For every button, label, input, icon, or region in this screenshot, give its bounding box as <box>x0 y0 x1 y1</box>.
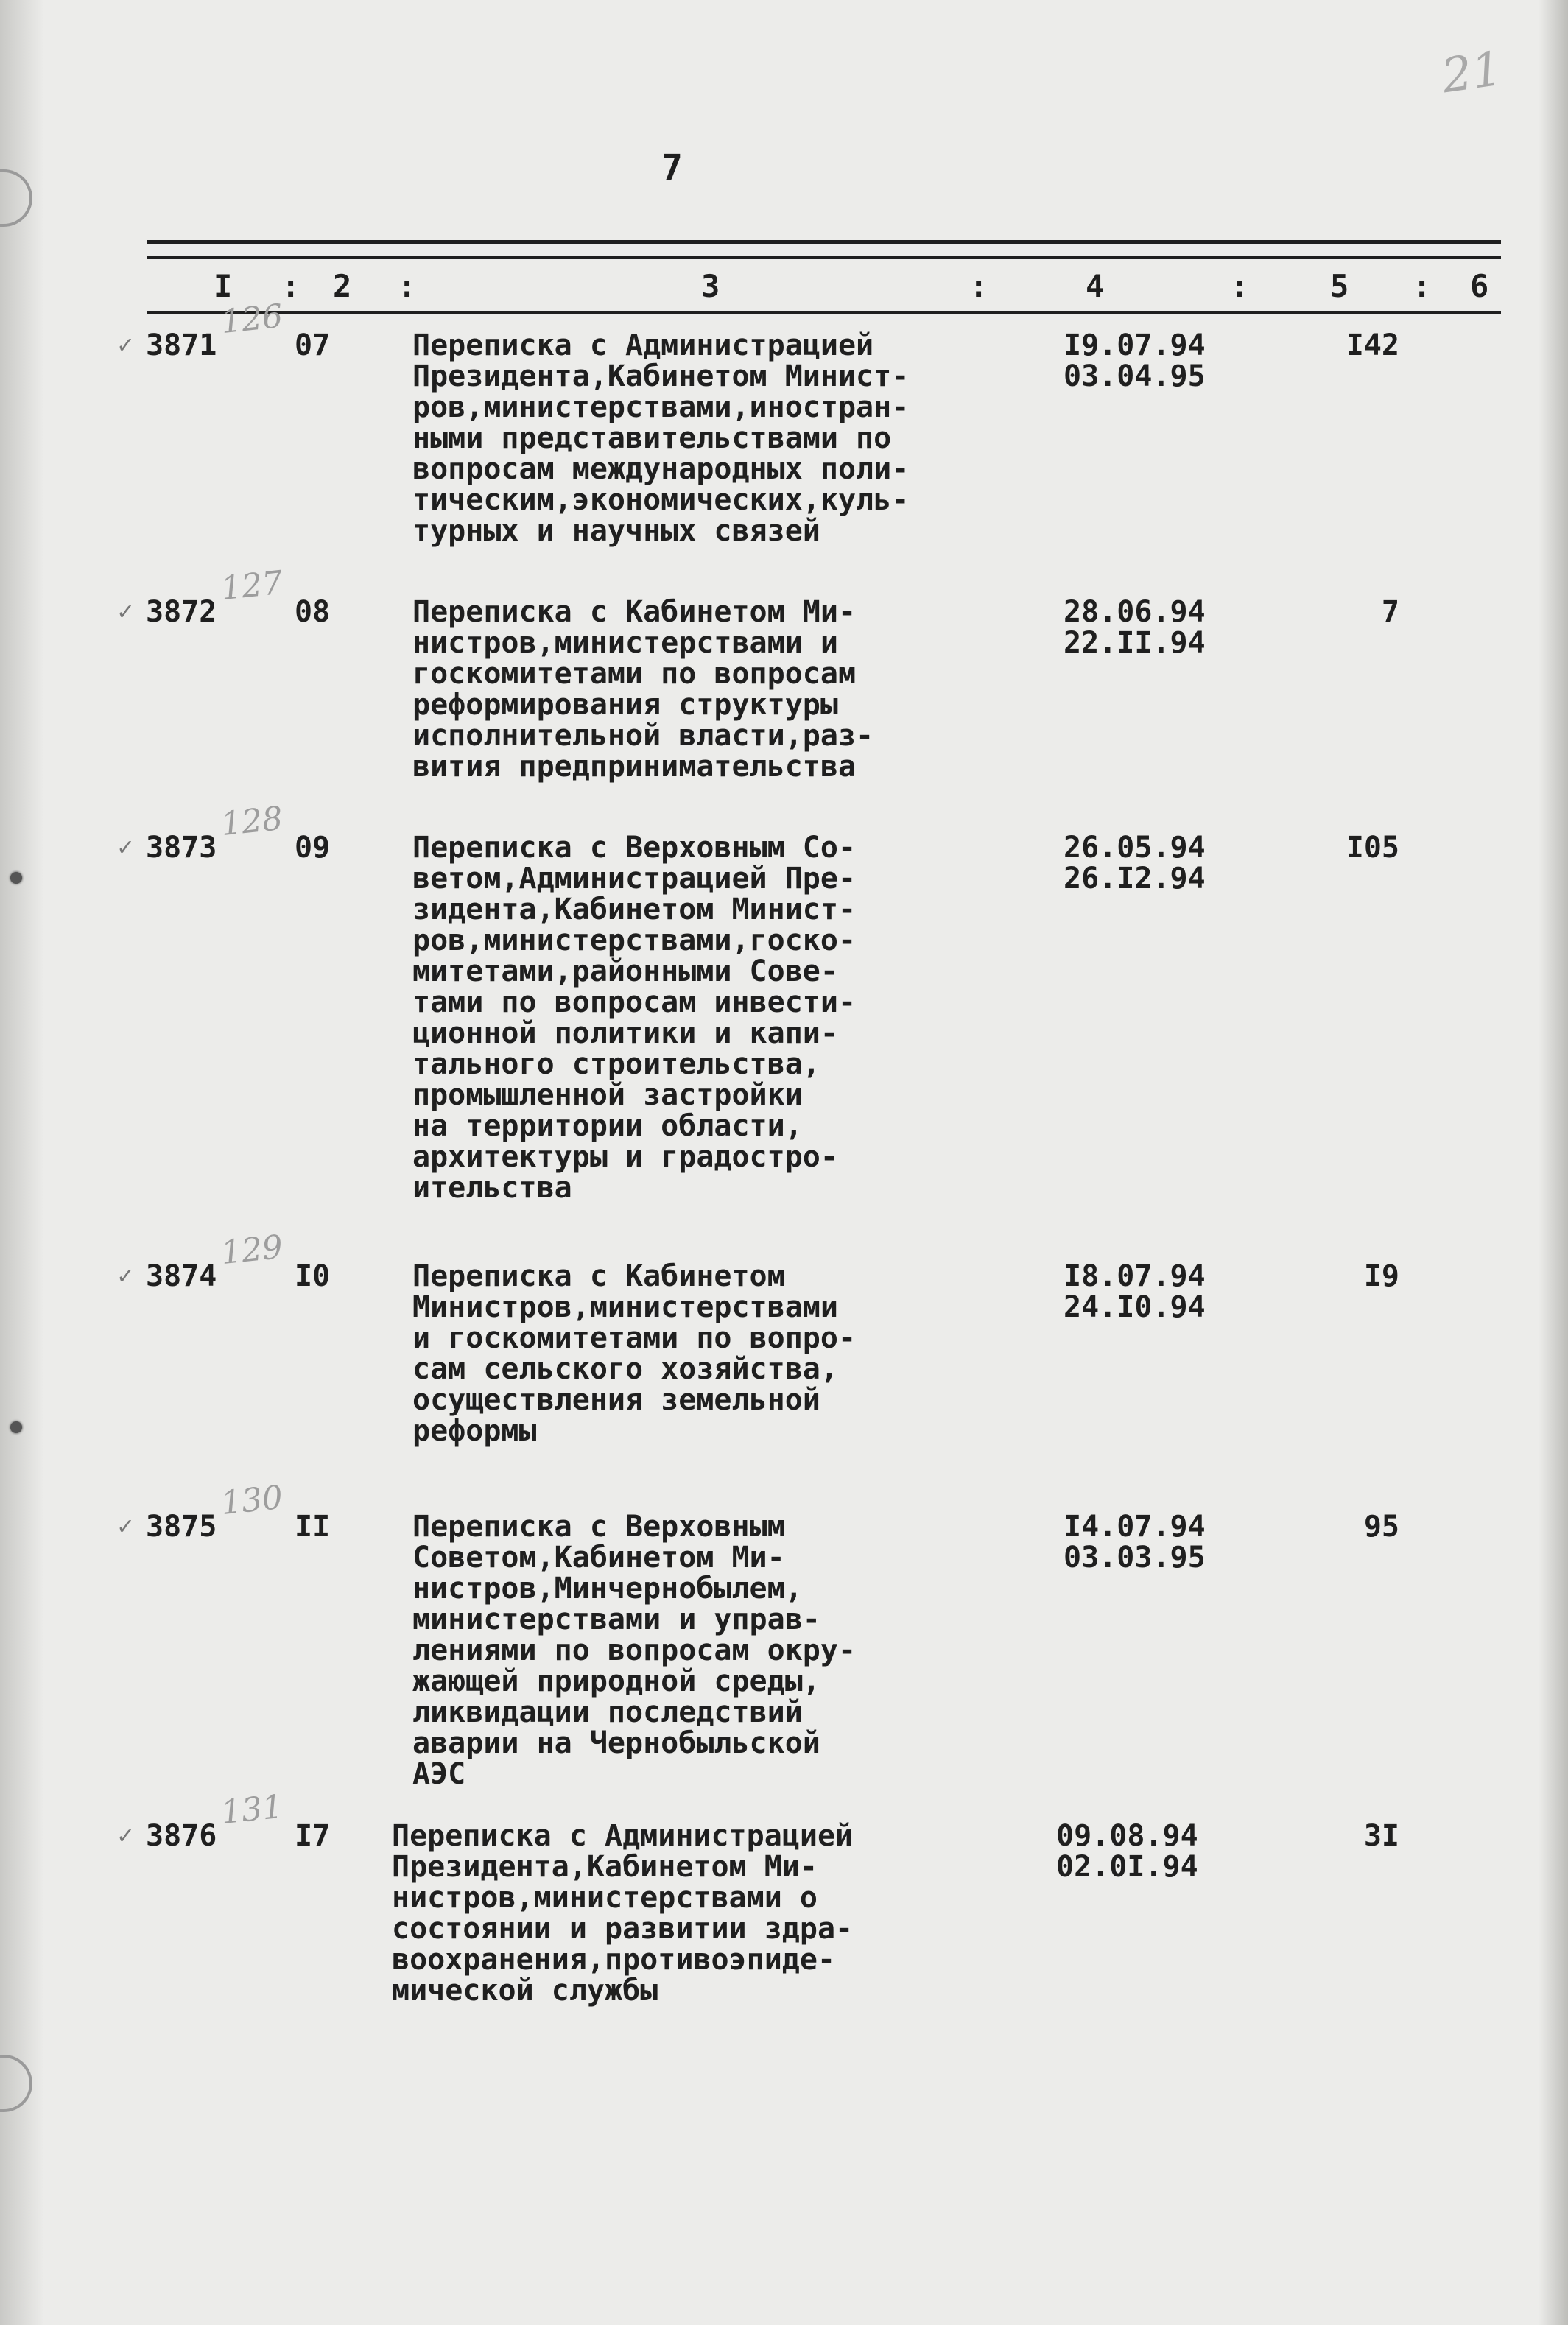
title-line: госкомитетами по вопросам <box>412 657 857 691</box>
date-start: I8.07.94 <box>1064 1259 1206 1293</box>
check-mark-icon: ✓ <box>118 832 133 862</box>
item-title <box>412 330 909 546</box>
sheet-count: 95 <box>1363 1510 1399 1544</box>
title-line: архитектуры и градостро- <box>412 1140 838 1174</box>
title-line: ными представительствами по <box>412 421 892 455</box>
title-line: турных и научных связей <box>412 514 820 548</box>
title-line: Переписка с Кабинетом <box>412 1259 785 1293</box>
column-header-5: 5 <box>1330 268 1349 304</box>
item-title <box>412 1261 856 1446</box>
title-line: АЭС <box>412 1757 466 1791</box>
title-line: Переписка с Администрацией <box>412 328 874 362</box>
check-mark-icon: ✓ <box>118 1821 133 1850</box>
item-number: 3874 <box>146 1259 217 1293</box>
punch-hole <box>10 1421 22 1433</box>
title-line: вопросам международных поли- <box>412 452 910 486</box>
date-end: 03.04.95 <box>1064 359 1206 393</box>
item-number: 3876 <box>146 1819 217 1853</box>
date-end: 02.0I.94 <box>1056 1850 1198 1884</box>
date-start: 28.06.94 <box>1064 595 1206 629</box>
date-range <box>1064 597 1206 658</box>
sheet-count: 7 <box>1381 595 1399 629</box>
title-line: мической службы <box>392 1974 658 2008</box>
column-header-6: 6 <box>1470 268 1489 304</box>
index-code: 08 <box>295 595 331 629</box>
column-header-1: I <box>214 268 233 304</box>
check-mark-icon: ✓ <box>118 597 133 626</box>
sheet-count: I42 <box>1346 328 1399 362</box>
check-mark-icon: ✓ <box>118 1261 133 1290</box>
column-header-4: 4 <box>1086 268 1105 304</box>
column-separator: : <box>1230 268 1249 304</box>
pencil-folio-number: 126 <box>219 297 285 342</box>
title-line: ционной политики и капи- <box>412 1016 838 1050</box>
item-title <box>392 1821 853 2006</box>
item-title <box>412 597 873 782</box>
sheet-count: 3I <box>1363 1819 1399 1853</box>
title-line: министерствами и управ- <box>412 1603 820 1636</box>
title-line: зидента,Кабинетом Минист- <box>412 893 857 926</box>
pencil-folio-number: 127 <box>219 563 285 608</box>
punch-hole <box>10 872 22 884</box>
date-range <box>1056 1821 1198 1882</box>
title-line: тального строительства, <box>412 1047 820 1081</box>
title-line: промышленной застройки <box>412 1078 803 1112</box>
table-header-bottom-rule <box>147 311 1501 314</box>
date-range <box>1064 330 1206 392</box>
index-code: 07 <box>295 328 331 362</box>
title-line: состоянии и развитии здра- <box>392 1912 854 1946</box>
column-separator: : <box>969 268 988 304</box>
title-line: воохранения,противоэпиде- <box>392 1943 836 1977</box>
title-line: реформы <box>412 1414 537 1448</box>
column-separator: : <box>1413 268 1432 304</box>
item-number: 3875 <box>146 1510 217 1544</box>
title-line: Советом,Кабинетом Ми- <box>412 1541 785 1575</box>
index-code: II <box>295 1510 331 1544</box>
title-line: реформирования структуры <box>412 688 838 722</box>
table-top-rule <box>147 240 1501 244</box>
index-code: I0 <box>295 1259 331 1293</box>
title-line: лениями по вопросам окру- <box>412 1633 857 1667</box>
page-edge-shadow <box>1539 0 1568 2325</box>
item-title <box>412 832 856 1203</box>
title-line: нистров,Минчернобылем, <box>412 1572 803 1605</box>
title-line: тическим,экономических,куль- <box>412 483 910 517</box>
pencil-folio-number: 128 <box>219 799 285 844</box>
archive-sheet-number: 21 <box>1438 41 1506 105</box>
check-mark-icon: ✓ <box>118 330 133 359</box>
index-code: 09 <box>295 831 331 865</box>
column-separator: : <box>281 268 300 304</box>
column-separator: : <box>398 268 417 304</box>
date-start: I9.07.94 <box>1064 328 1206 362</box>
date-start: 26.05.94 <box>1064 831 1206 865</box>
date-end: 22.II.94 <box>1064 626 1206 660</box>
date-end: 03.03.95 <box>1064 1541 1206 1575</box>
date-range <box>1064 832 1206 894</box>
date-start: I4.07.94 <box>1064 1510 1206 1544</box>
title-line: осуществления земельной <box>412 1383 820 1417</box>
title-line: аварии на Чернобыльской <box>412 1726 820 1760</box>
date-end: 24.I0.94 <box>1064 1290 1206 1324</box>
pencil-folio-number: 129 <box>219 1228 285 1273</box>
title-line: Переписка с Администрацией <box>392 1819 854 1853</box>
date-start: 09.08.94 <box>1056 1819 1198 1853</box>
title-line: тами по вопросам инвести- <box>412 985 857 1019</box>
title-line: Переписка с Верховным <box>412 1510 785 1544</box>
title-line: ительства <box>412 1171 572 1205</box>
title-line: ров,министерствами,госко- <box>412 924 857 957</box>
pencil-folio-number: 131 <box>219 1787 285 1832</box>
title-line: нистров,министерствами и <box>412 626 838 660</box>
title-line: ров,министерствами,иностран- <box>412 390 910 424</box>
date-range <box>1064 1511 1206 1573</box>
item-number: 3872 <box>146 595 217 629</box>
title-line: митетами,районными Сове- <box>412 954 838 988</box>
title-line: жающей природной среды, <box>412 1664 820 1698</box>
title-line: исполнительной власти,раз- <box>412 719 874 753</box>
title-line: сам сельского хозяйства, <box>412 1352 838 1386</box>
item-number: 3871 <box>146 328 217 362</box>
title-line: ликвидации последствий <box>412 1695 803 1729</box>
title-line: нистров,министерствами о <box>392 1881 818 1915</box>
pencil-folio-number: 130 <box>219 1478 285 1523</box>
binding-shadow <box>0 0 44 2325</box>
title-line: на территории области, <box>412 1109 803 1143</box>
sheet-count: I9 <box>1363 1259 1399 1293</box>
check-mark-icon: ✓ <box>118 1511 133 1541</box>
index-code: I7 <box>295 1819 331 1853</box>
title-line: ветом,Администрацией Пре- <box>412 862 857 896</box>
title-line: Министров,министерствами <box>412 1290 838 1324</box>
table-header-rule <box>147 256 1501 259</box>
title-line: Переписка с Кабинетом Ми- <box>412 595 857 629</box>
column-header-2: 2 <box>333 268 352 304</box>
page-number: 7 <box>661 147 683 189</box>
title-line: и госкомитетами по вопро- <box>412 1321 857 1355</box>
title-line: Президента,Кабинетом Минист- <box>412 359 910 393</box>
date-end: 26.I2.94 <box>1064 862 1206 896</box>
item-title <box>412 1511 856 1790</box>
column-header-3: 3 <box>701 268 720 304</box>
title-line: вития предпринимательства <box>412 750 857 784</box>
title-line: Переписка с Верховным Со- <box>412 831 857 865</box>
item-number: 3873 <box>146 831 217 865</box>
date-range <box>1064 1261 1206 1323</box>
sheet-count: I05 <box>1346 831 1399 865</box>
title-line: Президента,Кабинетом Ми- <box>392 1850 818 1884</box>
